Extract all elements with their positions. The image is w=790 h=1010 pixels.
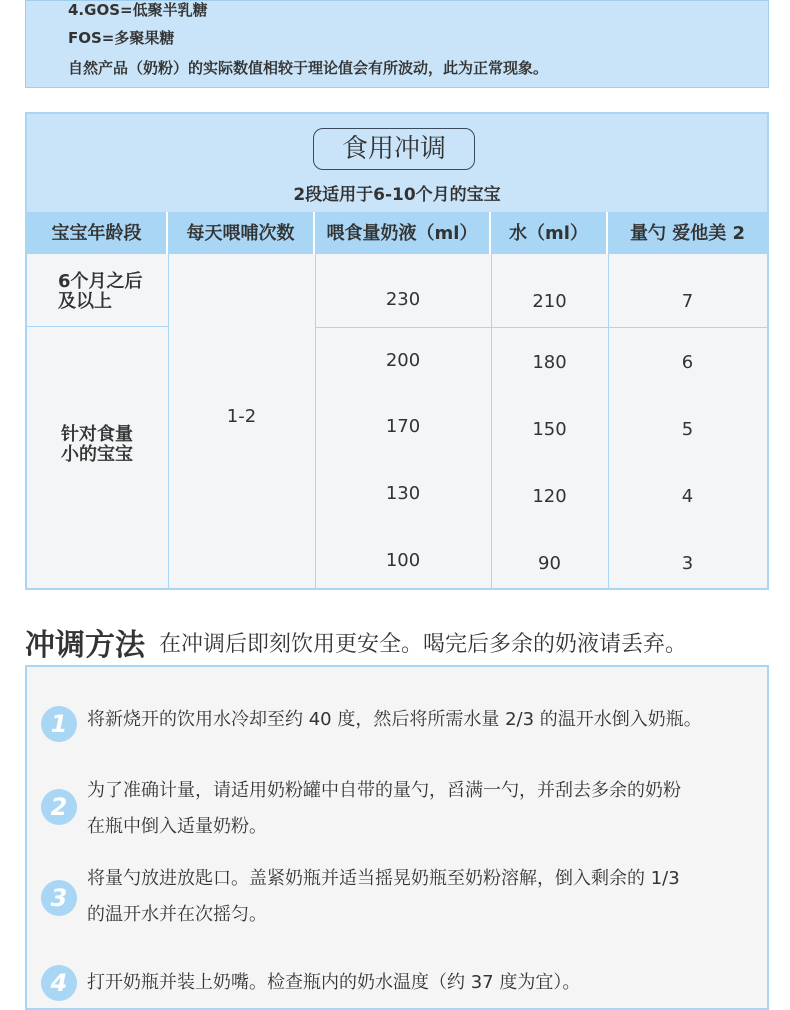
step-line: 在瓶中倒入适量奶粉。 <box>87 816 267 837</box>
header-milk: 喂食量奶液（ml） <box>315 212 491 254</box>
scoops-cell: 7 <box>681 291 694 312</box>
step-number-badge: 4 <box>41 965 77 1001</box>
notes-panel <box>25 0 769 88</box>
method-title: 冲调方法 <box>25 628 145 663</box>
water-cell: 210 <box>532 291 567 312</box>
milk-cell: 170 <box>385 416 421 437</box>
step-line: 将量勺放进放匙口。盖紧奶瓶并适当摇晃奶瓶至奶粉溶解，倒入剩余的 1/3 <box>87 868 680 889</box>
age-group-line: 小的宝宝 <box>61 444 133 465</box>
step-4-text <box>87 965 755 1001</box>
header-feeds: 每天喂哺次数 <box>168 212 315 254</box>
table-header-row <box>27 212 767 254</box>
feeding-table-header <box>27 114 767 212</box>
milk-cell: 200 <box>385 350 421 371</box>
step-number-badge: 2 <box>41 789 77 825</box>
method-subtitle: 在冲调后即刻饮用更安全。喝完后多余的奶液请丢弃。 <box>159 631 688 657</box>
water-cell: 180 <box>532 352 567 373</box>
feeding-table-title: 食用冲调 <box>313 128 475 170</box>
grid-line <box>315 327 767 328</box>
step-line: 将新烧开的饮用水冷却至约 40 度，然后将所需水量 2/3 的温开水倒入奶瓶。 <box>87 709 702 730</box>
water-cell: 150 <box>532 419 567 440</box>
step-2-text <box>87 773 755 845</box>
header-scoops: 量勺 爱他美 2 <box>629 223 746 244</box>
scoops-cell: 6 <box>681 352 694 373</box>
step-3-text <box>87 861 755 933</box>
scoops-cell: 3 <box>681 553 694 574</box>
step-line: 的温开水并在次摇匀。 <box>87 904 267 925</box>
water-cell: 120 <box>532 486 567 507</box>
age-group-line: 6个月之后 <box>58 271 143 292</box>
header-age: 宝宝年龄段 <box>27 212 168 254</box>
step-number-badge: 3 <box>41 880 77 916</box>
note-fos: FOS=多聚果糖 <box>68 29 175 47</box>
milk-cell: 130 <box>385 483 421 504</box>
feeds-per-day: 1-2 <box>226 406 257 427</box>
step-1-text <box>87 702 755 738</box>
step-line: 打开奶瓶并装上奶嘴。检查瓶内的奶水温度（约 37 度为宜）。 <box>87 972 581 993</box>
grid-line <box>27 326 168 327</box>
step-line: 为了准确计量，请适用奶粉罐中自带的量勺，舀满一勺，并刮去多余的奶粉 <box>87 780 681 801</box>
note-variation: 自然产品（奶粉）的实际数值相较于理论值会有所波动，此为正常现象。 <box>68 59 549 77</box>
method-heading <box>25 620 687 664</box>
scoops-cell: 5 <box>681 419 694 440</box>
age-group-line: 及以上 <box>58 291 112 312</box>
age-group-6m-plus <box>58 272 143 312</box>
scoops-cell: 4 <box>681 486 694 507</box>
water-cell: 90 <box>538 553 561 574</box>
step-number-badge: 1 <box>41 706 77 742</box>
feeding-table <box>25 112 769 590</box>
age-group-small-eaters <box>61 425 133 465</box>
milk-cell: 100 <box>385 550 421 571</box>
feeding-table-subtitle: 2段适用于6-10个月的宝宝 <box>293 185 501 205</box>
header-water: 水（ml） <box>491 212 608 254</box>
note-gos: 4.GOS=低聚半乳糖 <box>68 1 208 19</box>
milk-cell: 230 <box>385 289 421 310</box>
age-group-line: 针对食量 <box>61 424 133 445</box>
method-steps <box>25 665 769 1010</box>
